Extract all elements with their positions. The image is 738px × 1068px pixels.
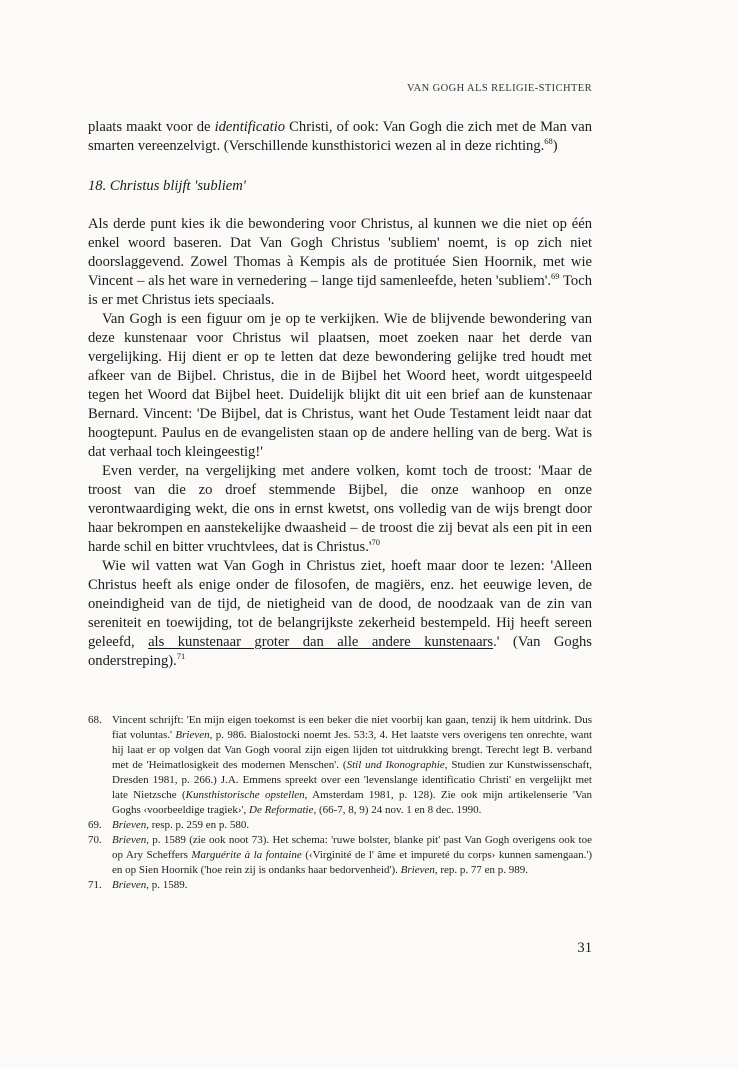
footnotes: [88, 713, 592, 893]
underlined-quote: als kunstenaar groter dan alle andere kunstenaars: [148, 634, 494, 650]
footnote-ref-69[interactable]: 69: [551, 271, 560, 281]
footnote-68: 68. Vincent schrijft: 'En mijn eigen toekomst is een beker die niet voorbij kan gaan, tenzij ik hem uitdrink. Dus fiat voluntas.' Brieven, p. 986. Bialostocki noemt Jes. 53:3, 4. Het laatste vers overigens ten onrechte, want hij laat er op volgen dat Van Gogh vooral zijn eigen lijden tot uitdrukking brengt. Terecht legt B. verband met de 'Heimatlosigkeit des modernen Menschen'. (Stil und Ikonographie, Studien zur Kunstwissenschaft, Dresden 1981, p. 266.) J.A. Emmens spreekt over een 'levenslange identificatio Christi' en vergelijkt met late Nietzsche (Kunsthistorische opstellen, Amsterdam 1981, p. 128). Zie ook mijn artikelenserie 'Van Goghs ‹voorbeeldige tragiek›', De Reformatie, (66-7, 8, 9) 24 nov. 1 en 8 dec. 1990.: [88, 714, 592, 816]
footnote-71: 71. Brieven, p. 1589.: [88, 879, 188, 891]
section-heading: 18. Christus blijft 'subliem': [88, 178, 246, 194]
footnote-69: 69. Brieven, resp. p. 259 en p. 580.: [88, 819, 250, 831]
footnote-70: 70. Brieven, p. 1589 (zie ook noot 73). Het schema: 'ruwe bolster, blanke pit' past Van Gogh overigens ook toe op Ary Scheffers Marguérite à la fontaine (‹Virginité de l' âme et impureté du corps› kunnen samengaan.') en op Sien Hoornik ('hoe rein zij is ondanks haar bedorvenheid'). Brieven, rep. p. 77 en p. 989.: [88, 834, 592, 876]
page-number: 31: [577, 940, 592, 956]
paragraph-1: Als derde punt kies ik die bewondering voor Christus, al kunnen we die niet op één enkel woord baseren. Dat Van Gogh Christus 'subliem' noemt, is op zich niet doorslaggevend. Zowel Thomas à Kempis als de protituée Sien Hoornik, met wie Vincent – als het ware in vernedering – lange tijd samenleefde, heten 'subliem'.$^{69}$ Toch is er met Christus iets speciaals.: [88, 216, 592, 308]
intro-paragraph: plaats maakt voor de identificatio Christi, of ook: Van Gogh die zich met de Man van smarten vereenzelvigt. (Verschillende kunsthistorici wezen al in deze richting.$^{68}$): [88, 119, 592, 154]
main-text: [88, 118, 592, 671]
footnote-ref-71[interactable]: 71: [176, 651, 186, 661]
paragraph-3: Even verder, na vergelijking met andere volken, komt toch de troost: 'Maar de troost van die zo droef stemmende Bijbel, die onze wanhoop en onze verontwaardiging wekt, die ons in ernst kwetst, ons volledig van de wijs brengt door haar bekrompen en aanstekelijke dwaasheid – de troost die zij bevat als een pit in een harde schil en bitter vruchtvlees, dat is $Christus.'^{70}$: [88, 463, 592, 555]
running-head: VAN GOGH ALS RELIGIE-STICHTER: [407, 83, 592, 94]
footnote-ref-70[interactable]: 70: [371, 537, 380, 547]
paragraph-4: Wie wil vatten wat Van Gogh in Christus ziet, hoeft maar door te lezen: 'Alleen Christus heeft als enige onder de filosofen, de magiërs, enz. het eeuwige leven, de oneindigheid van de tijd, de nietigheid van de dood, de noodzaak van de zin van sereniteit en toewijding, tot de belangrijkste zekerheid bestempeld. Hij heeft sereen geleefd, als kunstenaar groter dan alle andere kunstenaars.' (Van Goghs onderstreping).$^{71}$: [88, 558, 592, 669]
footnote-ref-68[interactable]: 68: [544, 136, 553, 146]
paragraph-2: Van Gogh is een figuur om je op te verkijken. Wie de blijvende bewondering van deze kunstenaar voor Christus wil plaatsen, moet zoeken naar het derde van vergelijking. Hij dient er op te letten dat deze bewondering gelijke tred houdt met afkeer van de Bijbel. Christus, die in de Bijbel het Woord heet, wordt uitgespeeld tegen het Woord dat Bijbel heet. Duidelijk blijkt dit uit een brief aan de kunstenaar Bernard. Vincent: 'De Bijbel, dat is Christus, want het Oude Testament leidt naar dat hoogtepunt. Paulus en de evangelisten staan op de andere helling van de berg. Wat is dat verhaal toch kleingeestig!': [88, 311, 592, 460]
